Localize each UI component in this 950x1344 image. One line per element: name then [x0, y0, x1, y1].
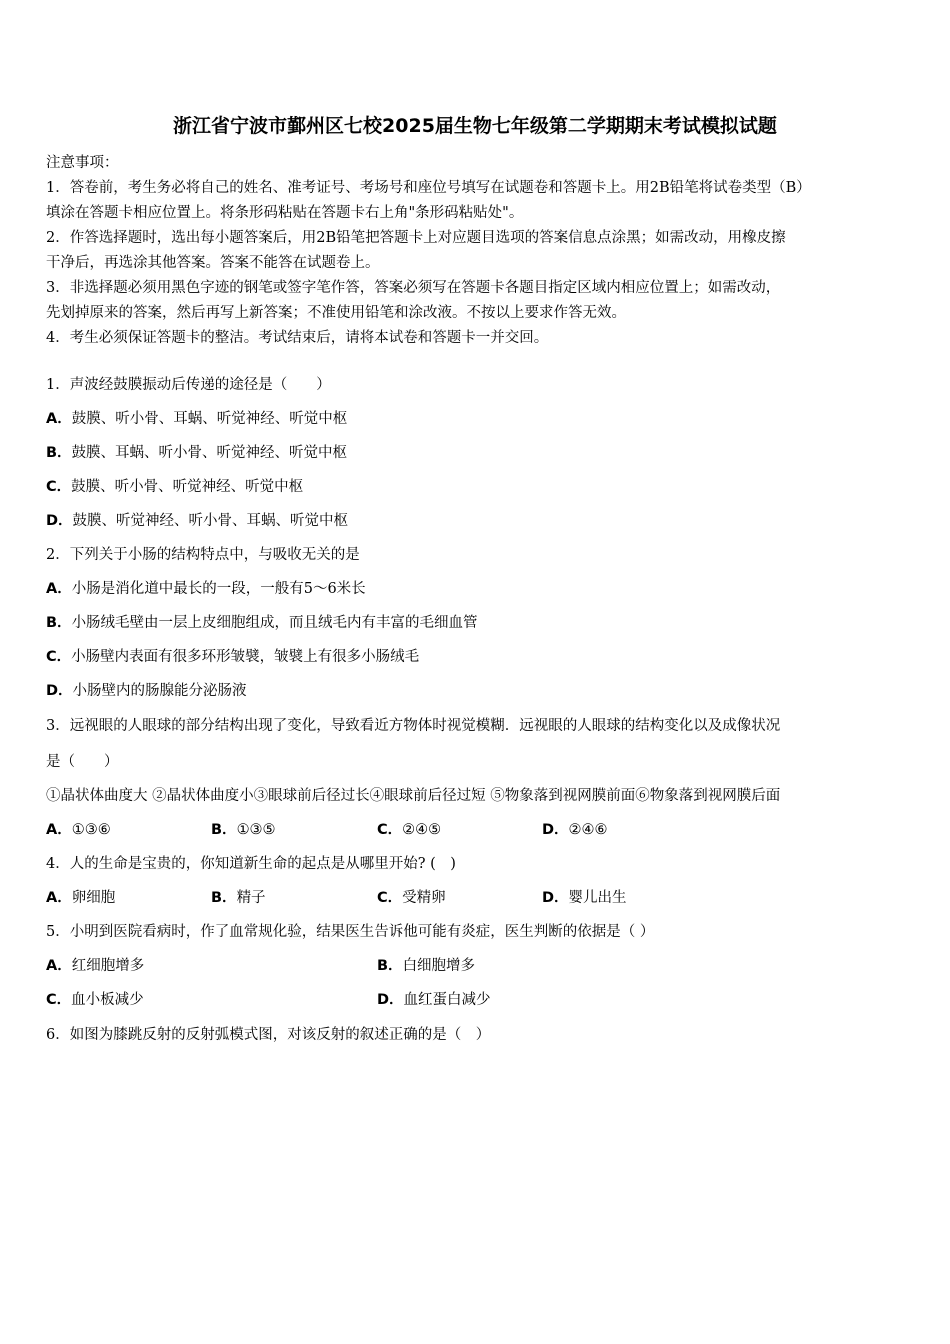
option-text: 血小板减少 — [71, 992, 144, 1008]
option-text: 精子 — [236, 890, 266, 906]
option-label: D． — [542, 890, 569, 906]
option-label: C． — [377, 890, 403, 906]
option-text: 血红蛋白减少 — [403, 992, 491, 1008]
question-5-option-d — [377, 989, 491, 1011]
question-3-option-d — [542, 819, 608, 841]
question-4-option-b — [211, 887, 266, 909]
option-label: D． — [46, 683, 73, 699]
question-2-option-d — [46, 680, 247, 702]
question-1-option-c — [46, 476, 303, 498]
question-4-option-d — [542, 887, 627, 909]
option-label: C． — [46, 992, 72, 1008]
option-label: B． — [46, 445, 72, 461]
question-1-stem: 1．声波经鼓膜振动后传递的途径是（ ） — [46, 377, 331, 393]
question-1-option-b — [46, 442, 347, 464]
option-label: B． — [46, 615, 72, 631]
question-5-option-c — [46, 989, 144, 1011]
option-text: ①③⑥ — [71, 822, 111, 838]
option-text: 小肠绒毛壁由一层上皮细胞组成，而且绒毛内有丰富的毛细血管 — [71, 615, 478, 631]
option-label: B． — [377, 958, 403, 974]
option-text: 鼓膜、听小骨、耳蜗、听觉神经、听觉中枢 — [71, 411, 348, 427]
option-label: A． — [46, 822, 72, 838]
question-1-option-d — [46, 510, 348, 532]
notice-line: 3．非选择题必须用黑色字迹的钢笔或签字笔作答，答案必须写在答题卡各题目指定区域内相应位置上；如需改动， — [46, 280, 781, 296]
question-2-stem: 2．下列关于小肠的结构特点中，与吸收无关的是 — [46, 547, 360, 563]
notice-line: 2．作答选择题时，选出每小题答案后，用2B铅笔把答题卡上对应题目选项的答案信息点涂黑；如需改动，用橡皮擦 — [46, 230, 786, 246]
option-text: ②④⑤ — [402, 822, 442, 838]
notice-line: 干净后，再选涂其他答案。答案不能答在试题卷上。 — [46, 255, 380, 271]
question-4-option-c — [377, 887, 446, 909]
option-text: 小肠壁内表面有很多环形皱襞，皱襞上有很多小肠绒毛 — [71, 649, 420, 665]
option-text: 红细胞增多 — [71, 958, 145, 974]
question-6-stem: 6．如图为膝跳反射的反射弧模式图，对该反射的叙述正确的是（ ） — [46, 1027, 491, 1043]
notice-line: 1．答卷前，考生务必将自己的姓名、准考证号、考场号和座位号填写在试题卷和答题卡上。用2B铅笔将试卷类型（B） — [46, 180, 811, 196]
question-2-option-c — [46, 646, 419, 668]
question-5-option-a — [46, 955, 144, 977]
option-label: D． — [46, 513, 73, 529]
question-2-option-a — [46, 578, 366, 600]
option-text: 卵细胞 — [71, 890, 116, 906]
option-label: D． — [377, 992, 404, 1008]
question-5-option-b — [377, 955, 475, 977]
question-1-option-a — [46, 408, 347, 430]
question-2-option-b — [46, 612, 478, 634]
notice-line: 填涂在答题卡相应位置上。将条形码粘贴在答题卡右上角"条形码粘贴处"。 — [46, 205, 524, 221]
option-text: 鼓膜、耳蜗、听小骨、听觉神经、听觉中枢 — [71, 445, 348, 461]
question-4-stem: 4．人的生命是宝贵的，你知道新生命的起点是从哪里开始? ( ) — [46, 856, 456, 872]
option-text: 小肠是消化道中最长的一段，一般有5～6米长 — [71, 581, 366, 597]
option-text: 鼓膜、听觉神经、听小骨、耳蜗、听觉中枢 — [72, 513, 349, 529]
question-3-items: ①晶状体曲度大 ②晶状体曲度小③眼球前后径过长④眼球前后径过短 ⑤物象落到视网膜前面⑥物象落到视网膜后面 — [46, 788, 781, 804]
option-text: ②④⑥ — [568, 822, 608, 838]
question-3-stem: 3．远视眼的人眼球的部分结构出现了变化，导致看近方物体时视觉模糊．远视眼的人眼球的结构变化以及成像状况 — [46, 718, 781, 734]
option-label: A． — [46, 581, 72, 597]
option-label: A． — [46, 411, 72, 427]
question-3-stem-continued: 是（ ） — [46, 754, 119, 770]
option-label: A． — [46, 890, 72, 906]
question-4-option-a — [46, 887, 115, 909]
page-title: 浙江省宁波市鄞州区七校2025届生物七年级第二学期期末考试模拟试题 — [173, 115, 777, 137]
option-label: A． — [46, 958, 72, 974]
option-text: 小肠壁内的肠腺能分泌肠液 — [72, 683, 247, 699]
option-label: C． — [46, 479, 72, 495]
question-5-stem: 5．小明到医院看病时，作了血常规化验，结果医生告诉他可能有炎症，医生判断的依据是（ ） — [46, 924, 655, 940]
notice-section — [46, 151, 906, 351]
question-3-option-b — [211, 819, 276, 841]
option-label: B． — [211, 822, 237, 838]
question-3-option-c — [377, 819, 441, 841]
option-label: B． — [211, 890, 237, 906]
option-label: C． — [377, 822, 403, 838]
question-3-option-a — [46, 819, 111, 841]
notice-heading: 注意事项： — [46, 155, 119, 171]
option-text: 白细胞增多 — [402, 958, 476, 974]
option-label: C． — [46, 649, 72, 665]
option-text: 鼓膜、听小骨、听觉神经、听觉中枢 — [71, 479, 304, 495]
notice-line: 4．考生必须保证答题卡的整洁。考试结束后，请将本试卷和答题卡一并交回。 — [46, 330, 549, 346]
option-label: D． — [542, 822, 569, 838]
notice-line: 先划掉原来的答案，然后再写上新答案；不准使用铅笔和涂改液。不按以上要求作答无效。 — [46, 305, 626, 321]
option-text: 婴儿出生 — [568, 890, 627, 906]
option-text: ①③⑤ — [236, 822, 276, 838]
option-text: 受精卵 — [402, 890, 446, 906]
